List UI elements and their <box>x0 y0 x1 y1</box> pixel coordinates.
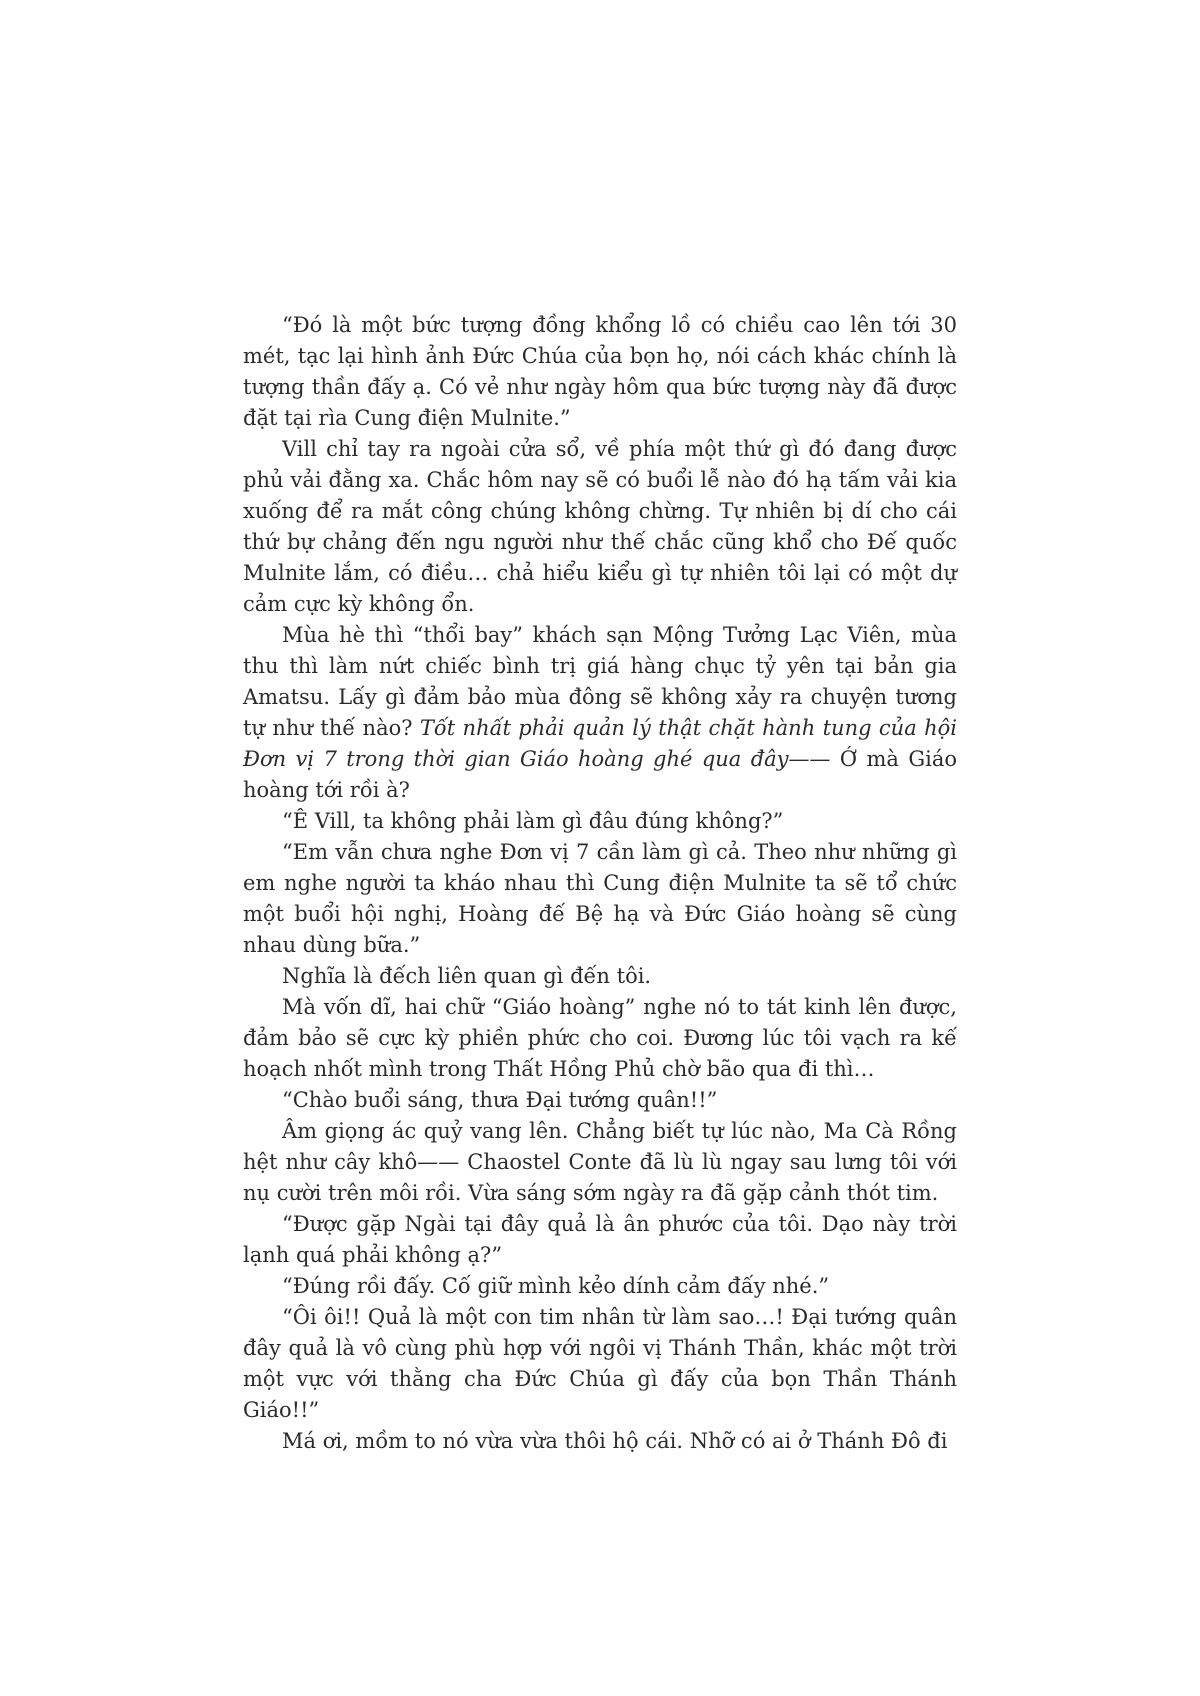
paragraph: “Ôi ôi!! Quả là một con tim nhân từ làm sao…! Đại tướng quân đây quả là vô cùng phù hợp với ngôi vị Thánh Thần, khác một trời một vực với thằng cha Đức Chúa gì đấy của bọn Thần Thánh Giáo!!” <box>243 1305 957 1422</box>
paragraph: “Đúng rồi đấy. Cố giữ mình kẻo dính cảm đấy nhé.” <box>282 1274 830 1298</box>
paragraph: Má ơi, mồm to nó vừa vừa thôi hộ cái. Nhỡ có ai ở Thánh Đô đi <box>282 1429 948 1453</box>
body-text <box>243 310 957 1457</box>
paragraph: “Được gặp Ngài tại đây quả là ân phước của tôi. Dạo này trời lạnh quá phải không ạ?” <box>243 1212 957 1267</box>
paragraph: “Em vẫn chưa nghe Đơn vị 7 cần làm gì cả. Theo như những gì em nghe người ta kháo nhau thì Cung điện Mulnite ta sẽ tổ chức một buổi hội nghị, Hoàng đế Bệ hạ và Đức Giáo hoàng sẽ cùng nhau dùng bữa.” <box>243 840 957 957</box>
paragraph: Mà vốn dĩ, hai chữ “Giáo hoàng” nghe nó to tát kinh lên được, đảm bảo sẽ cực kỳ phiền phức cho coi. Đương lúc tôi vạch ra kế hoạch nhốt mình trong Thất Hồng Phủ chờ bão qua đi thì… <box>243 995 957 1081</box>
paragraph: Nghĩa là đếch liên quan gì đến tôi. <box>282 964 652 988</box>
paragraph: Âm giọng ác quỷ vang lên. Chẳng biết tự lúc nào, Ma Cà Rồng hệt như cây khô—— Chaostel Conte đã lù lù ngay sau lưng tôi với nụ cười trên môi rồi. Vừa sáng sớm ngày ra đã gặp cảnh thót tim. <box>243 1119 957 1205</box>
paragraph: “Chào buổi sáng, thưa Đại tướng quân!!” <box>282 1088 718 1112</box>
paragraph: “Ê Vill, ta không phải làm gì đâu đúng không?” <box>282 809 784 833</box>
paragraph: Mùa hè thì “thổi bay” khách sạn Mộng Tưởng Lạc Viên, mùa thu thì làm nứt chiếc bình trị giá hàng chục tỷ yên tại bản gia Amatsu. Lấy gì đảm bảo mùa đông sẽ không xảy ra chuyện tương tự như thế nào? Tốt nhất phải quản lý thật chặt hành tung của hội Đơn vị 7 trong thời gian Giáo hoàng ghé qua đây—— Ớ mà Giáo hoàng tới rồi à? <box>243 623 957 802</box>
paragraph: “Đó là một bức tượng đồng khổng lồ có chiều cao lên tới 30 mét, tạc lại hình ảnh Đức Chúa của bọn họ, nói cách khác chính là tượng thần đấy ạ. Có vẻ như ngày hôm qua bức tượng này đã được đặt tại rìa Cung điện Mulnite.” <box>243 313 957 430</box>
paragraph: Vill chỉ tay ra ngoài cửa sổ, về phía một thứ gì đó đang được phủ vải đằng xa. Chắc hôm nay sẽ có buổi lễ nào đó hạ tấm vải kia xuống để ra mắt công chúng không chừng. Tự nhiên bị dí cho cái thứ bự chảng đến ngu người như thế chắc cũng khổ cho Đế quốc Mulnite lắm, có điều… chả hiểu kiểu gì tự nhiên tôi lại có một dự cảm cực kỳ không ổn. <box>243 437 957 616</box>
italic-thought: Tốt nhất phải quản lý thật chặt hành tung của hội Đơn vị 7 trong thời gian Giáo hoàng ghé qua đây—— <box>243 716 957 771</box>
